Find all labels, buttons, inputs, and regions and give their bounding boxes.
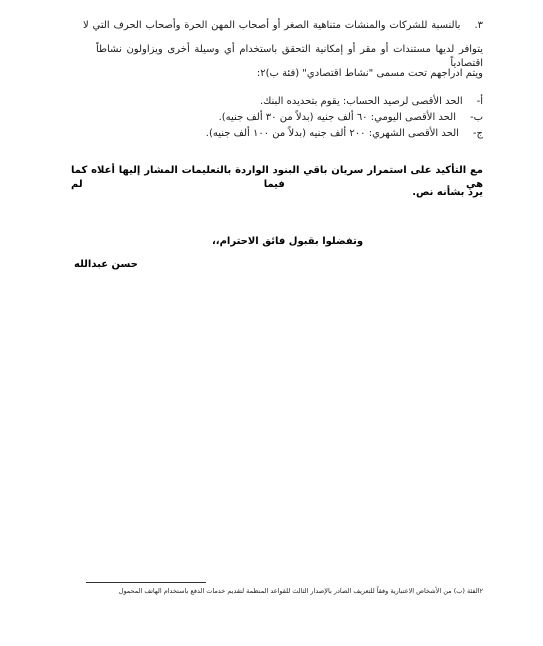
limit-item-c bbox=[206, 127, 483, 141]
limit-marker-a: أ- bbox=[476, 96, 483, 107]
item3-line2: يتوافر لديها مستندات أو مقر أو إمكانية التحقق باستخدام أي وسيلة أخرى ويزاولون نشاطاً اقتصادياً bbox=[96, 44, 483, 69]
emphasis-line1: مع التأكيد على استمرار سريان باقي البنود الواردة بالتعليمات المشار إليها أعلاه كما هي فيما لم bbox=[71, 165, 483, 190]
limit-item-b bbox=[219, 111, 483, 125]
item3-number: ٣. bbox=[474, 20, 483, 31]
limit-text-a: الحد الأقصى لرصيد الحساب: يقوم بتحديده البنك. bbox=[259, 96, 463, 107]
limit-marker-c: ج- bbox=[472, 128, 483, 139]
item3-line3: ويتم ادراجهم تحت مسمى "نشاط اقتصادي" (فئة ب)٢: bbox=[256, 68, 483, 79]
footnote-text: ٢الفئة (ب) من الأشخاص الاعتبارية وفقاً للتعريف الصادر بالإصدار الثالث للقواعد المنظمة لتقديم خدمات الدفع باستخدام الهاتف المحمول bbox=[118, 587, 483, 595]
limit-text-c: الحد الأقصى الشهري: ٢٠٠ ألف جنيه (بدلاً من ١٠٠ ألف جنيه). bbox=[205, 128, 459, 139]
limit-text-b: الحد الأقصى اليومي: ٦٠ ألف جنيه (بدلاً من ٣٠ ألف جنيه). bbox=[218, 112, 456, 123]
emphasis-line2: يرد بشأنه نص. bbox=[412, 187, 483, 198]
closing-text: وتفضلوا بقبول فائق الاحترام،، bbox=[212, 236, 364, 247]
item3-line1-text: بالنسبة للشركات والمنشات متناهية الصغر أو أصحاب المهن الحرة وأصحاب الحرف التي لا bbox=[83, 20, 461, 31]
signature-name: حسن عبدالله bbox=[74, 259, 138, 270]
limit-item-a bbox=[260, 95, 483, 109]
footnote-divider bbox=[86, 582, 206, 583]
limit-marker-b: ب- bbox=[469, 112, 483, 123]
item3-line1 bbox=[83, 19, 483, 33]
